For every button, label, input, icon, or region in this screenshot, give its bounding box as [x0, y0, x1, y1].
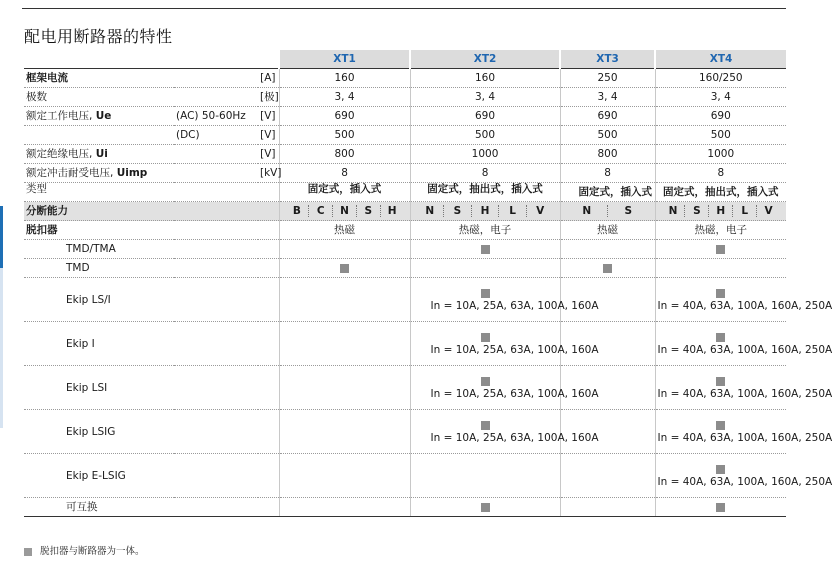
row-ekip-e-lsig — [24, 454, 786, 498]
in-values-xt4: In = 40A, 63A, 100A, 160A, 250A — [657, 299, 832, 312]
label-interchangeable: 可互换 — [24, 498, 279, 517]
in-values-xt4: In = 40A, 63A, 100A, 160A, 250A — [657, 387, 832, 400]
side-accent-bar — [0, 206, 3, 268]
label-type: 类型 — [24, 183, 279, 202]
available-marker-icon — [481, 289, 490, 298]
breaking-xt3: N S — [560, 202, 655, 221]
available-marker-icon — [716, 245, 725, 254]
cell: 800 — [560, 145, 655, 164]
cell: 1000 — [655, 145, 786, 164]
available-marker-icon — [716, 333, 725, 342]
label-poles: 极数 — [24, 88, 258, 107]
row-trip-unit — [24, 221, 786, 240]
cell: 3, 4 — [279, 88, 410, 107]
in-values-xt2: In = 10A, 25A, 63A, 100A, 160A — [430, 343, 599, 356]
side-accent-bar-light — [0, 268, 3, 428]
in-values-xt2: In = 10A, 25A, 63A, 100A, 160A — [430, 299, 599, 312]
cell: 热磁，电子 — [655, 221, 786, 240]
label-tmd-tma: TMD/TMA — [24, 240, 279, 259]
header-xt3: XT3 — [560, 50, 655, 69]
cell: 热磁，电子 — [410, 221, 560, 240]
cell: 1000 — [410, 145, 560, 164]
label-ekip-lsi-1: Ekip LS/I — [24, 278, 279, 322]
available-marker-icon — [481, 245, 490, 254]
cell: 3, 4 — [560, 88, 655, 107]
cell: 固定式，抽出式，插入式 — [410, 183, 560, 202]
cell: 8 — [655, 164, 786, 183]
top-rule — [22, 8, 786, 9]
cell: 8 — [560, 164, 655, 183]
label-ekip-lsig: Ekip LSIG — [24, 410, 279, 454]
unit: [V] — [258, 126, 279, 145]
cell: 800 — [279, 145, 410, 164]
row-ekip-i — [24, 322, 786, 366]
cell: 500 — [560, 126, 655, 145]
cell: 固定式，插入式 — [560, 183, 655, 202]
unit: [极] — [258, 88, 279, 107]
breaking-xt1: B C N S H — [279, 202, 410, 221]
header-row — [24, 50, 786, 69]
cell: 160 — [410, 69, 560, 88]
cell: 500 — [279, 126, 410, 145]
label-ekip-i: Ekip I — [24, 322, 279, 366]
row-interchangeable — [24, 498, 786, 517]
label-trip-unit: 脱扣器 — [24, 221, 279, 240]
available-marker-icon — [716, 503, 725, 512]
label-ekip-lsi: Ekip LSI — [24, 366, 279, 410]
sub-dc: (DC) — [174, 126, 258, 145]
unit: [V] — [258, 107, 279, 126]
in-values-xt4: In = 40A, 63A, 100A, 160A, 250A — [657, 431, 832, 444]
available-marker-icon — [716, 377, 725, 386]
available-marker-icon — [481, 377, 490, 386]
available-marker-icon — [481, 333, 490, 342]
available-marker-icon — [481, 503, 490, 512]
row-ui — [24, 145, 786, 164]
row-ue-dc — [24, 126, 786, 145]
in-values-xt4: In = 40A, 63A, 100A, 160A, 250A — [657, 343, 832, 356]
in-values-xt2: In = 10A, 25A, 63A, 100A, 160A — [430, 431, 599, 444]
cell: 固定式，抽出式，插入式 — [655, 183, 786, 202]
cell: 690 — [410, 107, 560, 126]
cell: 160 — [279, 69, 410, 88]
cell: 250 — [560, 69, 655, 88]
available-marker-icon — [481, 421, 490, 430]
cell: 8 — [279, 164, 410, 183]
available-marker-icon — [716, 289, 725, 298]
label-ui: 额定绝缘电压, Ui — [24, 145, 258, 164]
available-marker-icon — [340, 264, 349, 273]
label-uimp: 额定冲击耐受电压, Uimp — [24, 164, 258, 183]
header-xt2: XT2 — [410, 50, 560, 69]
cell: 690 — [655, 107, 786, 126]
cell: 160/250 — [655, 69, 786, 88]
cell: 热磁 — [279, 221, 410, 240]
header-xt1: XT1 — [279, 50, 410, 69]
unit: [kV] — [258, 164, 279, 183]
available-marker-icon — [716, 465, 725, 474]
sub-ac: (AC) 50-60Hz — [174, 107, 258, 126]
available-marker-icon — [603, 264, 612, 273]
row-ekip-lsig — [24, 410, 786, 454]
cell: 500 — [410, 126, 560, 145]
row-tmd — [24, 259, 786, 278]
cell: 690 — [279, 107, 410, 126]
row-uimp — [24, 164, 786, 183]
breaking-xt4: N S H L V — [655, 202, 786, 221]
cell: 3, 4 — [655, 88, 786, 107]
label-ue: 额定工作电压, Ue — [24, 107, 174, 126]
cell: 热磁 — [560, 221, 655, 240]
header-xt4: XT4 — [655, 50, 786, 69]
spec-table — [24, 50, 832, 517]
row-tmd-tma — [24, 240, 786, 259]
row-frame-current — [24, 69, 786, 88]
footnote: 脱扣器与断路器为一体。 — [24, 543, 145, 557]
row-type — [24, 183, 786, 202]
label-tmd: TMD — [24, 259, 279, 278]
in-values-xt4: In = 40A, 63A, 100A, 160A, 250A — [657, 475, 832, 488]
cell: 固定式，插入式 — [279, 183, 410, 202]
row-ekip-lsi — [24, 366, 786, 410]
row-ekip-lsi-1 — [24, 278, 786, 322]
cell: 500 — [655, 126, 786, 145]
row-breaking-capacity — [24, 202, 786, 221]
legend-square-icon — [24, 548, 32, 556]
cell: 8 — [410, 164, 560, 183]
unit: [V] — [258, 145, 279, 164]
unit: [A] — [258, 69, 279, 88]
label-frame-current: 框架电流 — [24, 69, 258, 88]
breaking-xt2: N S H L V — [410, 202, 560, 221]
cell: 690 — [560, 107, 655, 126]
label-breaking: 分断能力 — [24, 202, 279, 221]
available-marker-icon — [716, 421, 725, 430]
row-ue-ac — [24, 107, 786, 126]
in-values-xt2: In = 10A, 25A, 63A, 100A, 160A — [430, 387, 599, 400]
page-title: 配电用断路器的特性 — [24, 27, 173, 46]
cell: 3, 4 — [410, 88, 560, 107]
label-ekip-e-lsig: Ekip E-LSIG — [24, 454, 279, 498]
row-poles — [24, 88, 786, 107]
